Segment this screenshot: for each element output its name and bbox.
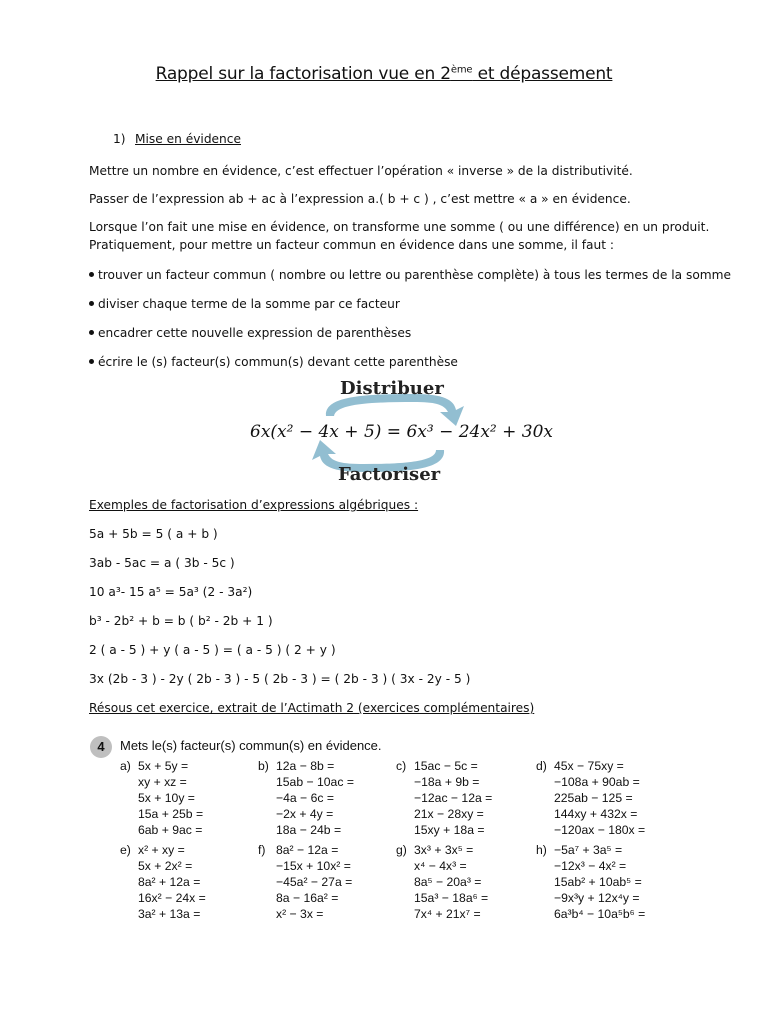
bullet-item: encadrer cette nouvelle expression de parenthèses xyxy=(89,326,411,340)
exercise-item: 5x + 5y = xyxy=(138,759,189,773)
group-label: h) xyxy=(536,843,547,857)
paragraph: Pratiquement, pour mettre un facteur commun en évidence dans une somme, il faut : xyxy=(89,238,614,252)
exercise-instruction: Mets le(s) facteur(s) commun(s) en évidence. xyxy=(120,738,382,753)
paragraph: Passer de l’expression ab + ac à l’expression a.( b + c ) , c’est mettre « a » en évidence. xyxy=(89,192,631,206)
page-title: Rappel sur la factorisation vue en 2ème et dépassement xyxy=(155,64,613,84)
exercise-item: −18a + 9b = xyxy=(414,775,480,789)
group-label: e) xyxy=(120,843,131,857)
exercise-item: 7x⁴ + 21x⁷ = xyxy=(414,907,481,921)
bullet-item: écrire le (s) facteur(s) commun(s) devant cette parenthèse xyxy=(89,355,458,369)
exercise-item: −12ac − 12a = xyxy=(414,791,493,805)
exercise-item: −108a + 90ab = xyxy=(554,775,640,789)
exercise-item: 15ab − 10ac = xyxy=(276,775,354,789)
exercise-item: −12x³ − 4x² = xyxy=(554,859,627,873)
exercise-item: 16x² − 24x = xyxy=(138,891,206,905)
paragraph: Mettre un nombre en évidence, c’est effectuer l’opération « inverse » de la distributivité. xyxy=(89,164,633,178)
exercise-item: −120ax − 180x = xyxy=(554,823,646,837)
exercise-item: 15ac − 5c = xyxy=(414,759,478,773)
group-label: f) xyxy=(258,843,266,857)
group-label: c) xyxy=(396,759,407,773)
exercise-item: 8a² + 12a = xyxy=(138,875,201,889)
exercise-item: 3a² + 13a = xyxy=(138,907,201,921)
exercise-intro: Résous cet exercice, extrait de l’Actimath 2 (exercices complémentaires) xyxy=(89,701,535,715)
group-label: a) xyxy=(120,759,131,773)
exercise-item: x² + xy = xyxy=(138,843,185,857)
bullet-item: trouver un facteur commun ( nombre ou lettre ou parenthèse complète) à tous les termes de la somme xyxy=(89,268,731,282)
exercise-item: 8a² − 12a = xyxy=(276,843,339,857)
exercise-item: 15xy + 18a = xyxy=(414,823,485,837)
group-label: g) xyxy=(396,843,407,857)
exercise-item: 15a³ − 18a⁶ = xyxy=(414,891,489,905)
example-line: 3ab - 5ac = a ( 3b - 5c ) xyxy=(89,556,235,570)
exercise-item: −4a − 6c = xyxy=(276,791,334,805)
exercise-item: 3x³ + 3x⁵ = xyxy=(414,843,474,857)
bullet-icon xyxy=(89,359,94,364)
example-line: b³ - 2b² + b = b ( b² - 2b + 1 ) xyxy=(89,614,273,628)
paragraph: Lorsque l’on fait une mise en évidence, on transforme une somme ( ou une différence) en un produit. xyxy=(89,220,710,234)
example-line: 5a + 5b = 5 ( a + b ) xyxy=(89,527,218,541)
bullet-icon xyxy=(89,301,94,306)
factorise-label: Factoriser xyxy=(338,464,441,485)
exercise-item: −9x³y + 12x⁴y = xyxy=(554,891,640,905)
exercise-item: 225ab − 125 = xyxy=(554,791,633,805)
exercise-item: 15ab² + 10ab⁵ = xyxy=(554,875,642,889)
examples-heading: Exemples de factorisation d’expressions algébriques : xyxy=(89,498,419,512)
exercise-item: −2x + 4y = xyxy=(276,807,334,821)
exercise-item: 15a + 25b = xyxy=(138,807,204,821)
exercise-item: 12a − 8b = xyxy=(276,759,335,773)
exercise-item: 21x − 28xy = xyxy=(414,807,484,821)
distribute-factorise-figure xyxy=(244,376,554,488)
equation: 6x(x² − 4x + 5) = 6x³ − 24x² + 30x xyxy=(250,422,554,442)
exercise-item: x⁴ − 4x³ = xyxy=(414,859,467,873)
exercise-item: −15x + 10x² = xyxy=(276,859,351,873)
exercise-number-badge: 4 xyxy=(90,736,112,758)
section-heading: Mise en évidence xyxy=(135,132,241,146)
group-label: b) xyxy=(258,759,269,773)
exercise-item: 5x + 2x² = xyxy=(138,859,193,873)
exercise-item: 144xy + 432x = xyxy=(554,807,638,821)
exercise-item: 45x − 75xy = xyxy=(554,759,624,773)
bullet-icon xyxy=(89,330,94,335)
section-number: 1) xyxy=(113,132,126,146)
exercise-block xyxy=(90,732,680,932)
distribute-label: Distribuer xyxy=(340,378,444,399)
bullet-item: diviser chaque terme de la somme par ce facteur xyxy=(89,297,400,311)
exercise-item: 8a − 16a² = xyxy=(276,891,339,905)
example-line: 2 ( a - 5 ) + y ( a - 5 ) = ( a - 5 ) ( 2 + y ) xyxy=(89,643,336,657)
exercise-item: −5a⁷ + 3a⁵ = xyxy=(554,843,623,857)
exercise-item: −45a² − 27a = xyxy=(276,875,353,889)
exercise-item: xy + xz = xyxy=(138,775,187,789)
exercise-item: 8a⁵ − 20a³ = xyxy=(414,875,482,889)
example-line: 10 a³- 15 a⁵ = 5a³ (2 - 3a²) xyxy=(89,585,253,599)
exercise-item: x² − 3x = xyxy=(276,907,324,921)
example-line: 3x (2b - 3 ) - 2y ( 2b - 3 ) - 5 ( 2b - 3 ) = ( 2b - 3 ) ( 3x - 2y - 5 ) xyxy=(89,672,471,686)
exercise-item: 6a³b⁴ − 10a⁵b⁶ = xyxy=(554,907,646,921)
bullet-icon xyxy=(89,272,94,277)
exercise-item: 18a − 24b = xyxy=(276,823,342,837)
group-label: d) xyxy=(536,759,547,773)
exercise-item: 6ab + 9ac = xyxy=(138,823,203,837)
exercise-item: 5x + 10y = xyxy=(138,791,195,805)
